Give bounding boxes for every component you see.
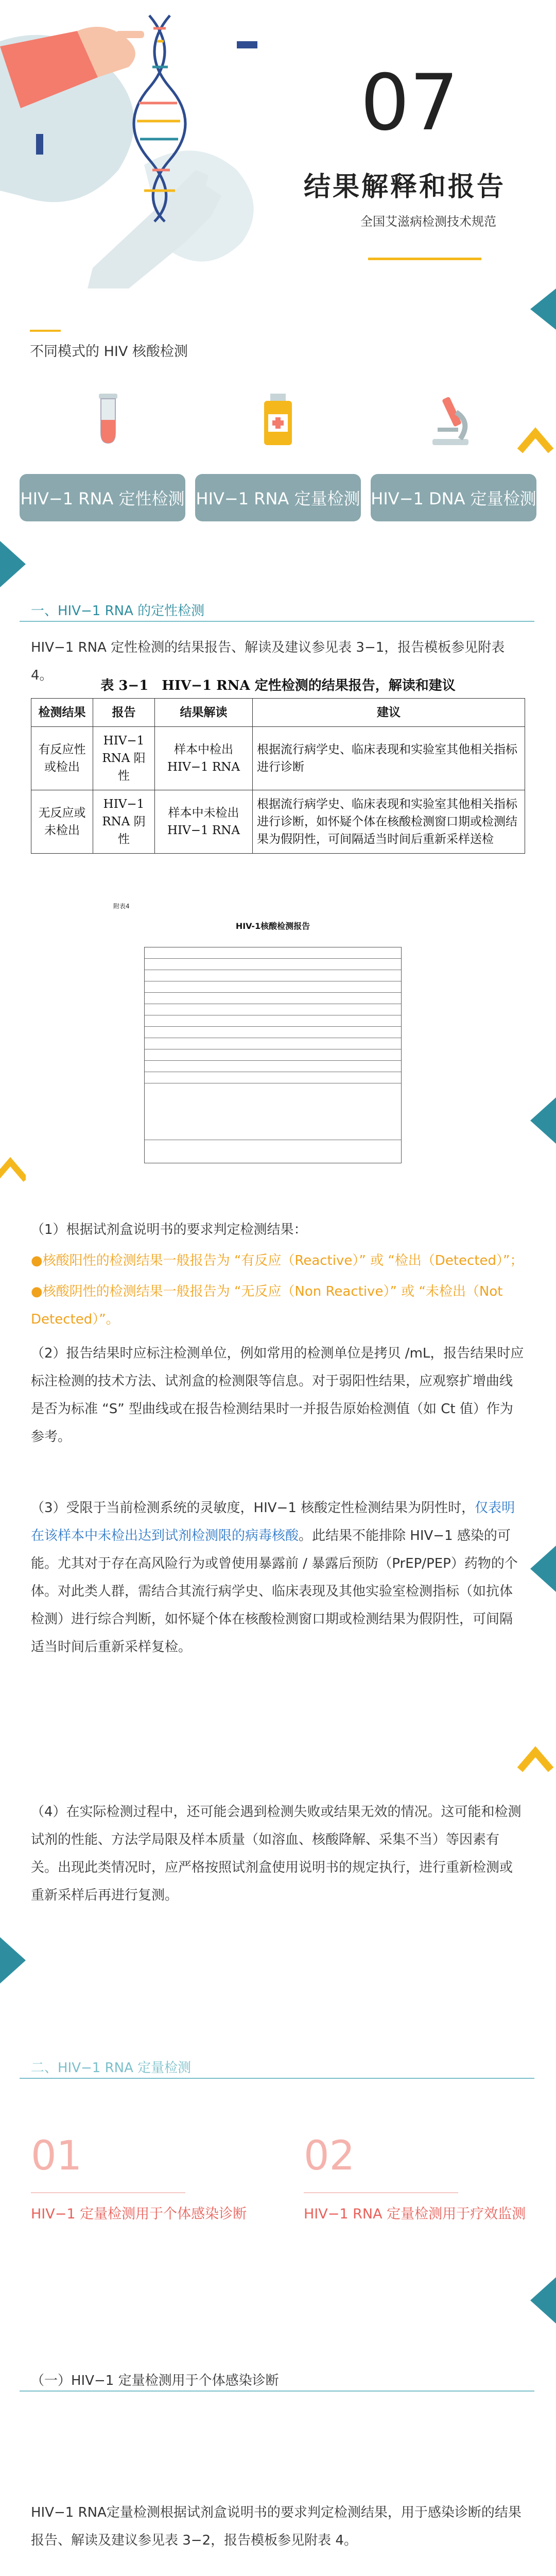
section1-heading: 一、HIV−1 RNA 的定性检测 — [31, 603, 205, 619]
page-title: 结果解释和报告 — [304, 172, 506, 202]
chevron-decoration — [515, 422, 556, 461]
card-number: 01 — [31, 2133, 82, 2179]
table1-cell: HIV−1 RNA 阳性 — [93, 727, 155, 790]
header-illustration — [0, 0, 288, 289]
table1-caption: 表 3−1 HIV−1 RNA 定性检测的结果报告，解读和建议 — [100, 678, 456, 693]
table1-cell: 有反应性或检出 — [31, 727, 93, 790]
tab-rna-qualitative[interactable]: HIV−1 RNA 定性检测 — [20, 474, 185, 521]
point-3-c: 。此结果不能排除 HIV−1 感染的可能。尤其对于存在高风险行为或曾使用暴露前 / 暴露后预防（PrEP/PEP）药物的个体。对此类人群，需结合其流行病学史、临床表现及其他实验室检测指标（如抗体检测）进行综合判断，如怀疑个体在核酸检测窗口期或检测结果为假阴性，可间隔适当时间后重新采样复检。 — [31, 1528, 518, 1655]
bottle-icon — [260, 392, 296, 450]
table1-cell: 无反应或未检出 — [31, 790, 93, 854]
microscope-icon — [422, 392, 479, 450]
report-title: HIV-1核酸检测报告 — [235, 921, 310, 931]
card-divider — [31, 2192, 185, 2193]
point-3-highlight: 仅表明在该样本中未检出达到试剂检测限的病毒核酸 — [31, 1500, 515, 1544]
report-template-image — [113, 902, 432, 1190]
table1-cell: 根据流行病学史、临床表现和实验室其他相关指标进行诊断，如怀疑个体在核酸检测窗口期或检测结果为假阴性，可间隔适当时间后重新采样送检 — [253, 790, 525, 854]
table1-header: 报告 — [93, 699, 155, 727]
table1-header: 建议 — [253, 699, 525, 727]
title-underline — [368, 258, 481, 260]
table-row — [31, 790, 525, 854]
table1-cell: HIV−1 RNA 阴性 — [93, 790, 155, 854]
test-tube-icon — [93, 392, 124, 450]
subsection-heading: （一）HIV−1 定量检测用于个体感染诊断 — [31, 2373, 279, 2388]
corner-triangle-decoration — [525, 289, 556, 332]
card-label[interactable]: HIV−1 定量检测用于个体感染诊断 — [31, 2206, 247, 2222]
section1-divider — [20, 621, 534, 622]
card-number: 02 — [304, 2133, 355, 2179]
point-4: （4）在实际检测过程中，还可能会遇到检测失败或结果无效的情况。这可能和检测试剂的性能、方法学局限及样本质量（如溶血、核酸降解、采集不当）等因素有关。出现此类情况时，应严格按照试剂盒使用说明书的规定执行，进行重新检测或重新采样后再进行复测。 — [31, 1804, 522, 1903]
card-divider — [304, 2192, 458, 2193]
card-label[interactable]: HIV−1 RNA 定量检测用于疗效监测 — [304, 2206, 526, 2222]
table1-header: 结果解读 — [155, 699, 253, 727]
point-3-a: （3）受限于当前检测系统的灵敏度，HIV−1 核酸定性检测结果为阴性时， — [31, 1500, 475, 1516]
point-3 — [31, 1494, 525, 1661]
right-triangle-decoration — [530, 2277, 556, 2326]
right-triangle-decoration — [530, 1097, 556, 1146]
tab-rna-quantitative[interactable]: HIV−1 RNA 定量检测 — [195, 474, 361, 521]
point-1: （1）根据试剂盒说明书的要求判定检测结果： — [31, 1222, 307, 1238]
left-triangle-decoration — [0, 1937, 26, 1986]
point-2: （2）报告结果时应标注检测单位，例如常用的检测单位是拷贝 /mL，报告结果时应标注检测的技术方法、试剂盒的检测限等信息。对于弱阳性结果，应观察扩增曲线是否为标准 “S” 型曲线或在报告检测结果时一并报告原始检测值（如 Ct 值）作为参考。 — [31, 1346, 524, 1445]
table1-cell: 样本中检出 HIV−1 RNA — [155, 727, 253, 790]
report-label: 附表4 — [113, 903, 130, 910]
tab-dna-quantitative[interactable]: HIV−1 DNA 定量检测 — [371, 474, 536, 521]
section1-intro: HIV−1 RNA 定性检测的结果报告、解读及建议参见表 3−1，报告模板参见附表 4。 — [31, 640, 505, 683]
chapter-number: 07 — [360, 58, 459, 148]
section2-heading: 二、HIV−1 RNA 定量检测 — [31, 2060, 192, 2076]
table-row — [31, 727, 525, 790]
table-3-1 — [31, 698, 525, 854]
section2-intro: HIV−1 RNA定量检测根据试剂盒说明书的要求判定检测结果，用于感染诊断的结果报告、解读及建议参见表 3−2，报告模板参见附表 4。 — [31, 2505, 522, 2548]
topic-accent-bar — [30, 330, 61, 332]
right-triangle-decoration — [530, 1546, 556, 1594]
chevron-decoration — [0, 1149, 26, 1187]
table1-cell: 根据流行病学史、临床表现和实验室其他相关指标进行诊断 — [253, 727, 525, 790]
topic-label: 不同模式的 HIV 核酸检测 — [30, 344, 188, 360]
point-1a: ●核酸阳性的检测结果一般报告为 “有反应（Reactive）” 或 “检出（Detected）”； — [31, 1253, 524, 1268]
report-form-box — [144, 947, 402, 1163]
page-subtitle: 全国艾滋病检测技术规范 — [360, 214, 496, 229]
table1-cell: 样本中未检出 HIV−1 RNA — [155, 790, 253, 854]
section2-divider — [20, 2078, 534, 2079]
left-triangle-decoration — [0, 541, 26, 589]
point-1b: ●核酸阴性的检测结果一般报告为 “无反应（Non Reactive）” 或 “未检出（Not Detected）”。 — [31, 1284, 503, 1327]
subsection-divider — [20, 2391, 534, 2392]
table1-header: 检测结果 — [31, 699, 93, 727]
chevron-decoration — [515, 1741, 556, 1780]
